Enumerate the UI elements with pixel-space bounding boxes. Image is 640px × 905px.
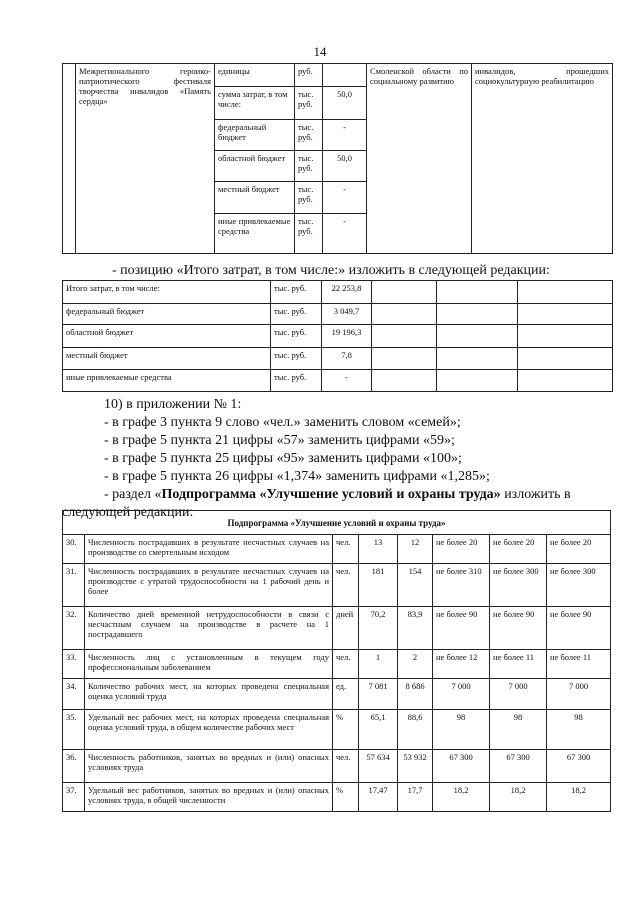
target-3: 98 [547, 710, 611, 750]
value-2: 2 [398, 650, 433, 679]
total-label: областной бюджет [63, 325, 271, 348]
target-3: не более 300 [547, 564, 611, 607]
value-2: 154 [398, 564, 433, 607]
target-2: не более 300 [490, 564, 547, 607]
page-number: 14 [313, 44, 327, 59]
row-unit: тыс. руб. [295, 120, 323, 151]
value-1: 70,2 [359, 607, 398, 650]
row-number: 37. [63, 783, 85, 812]
indicator-unit: чел. [333, 750, 359, 783]
total-value: - [322, 370, 372, 392]
target-2: 7 000 [490, 679, 547, 710]
value-1: 7 081 [359, 679, 398, 710]
target-3: 18,2 [547, 783, 611, 812]
paragraph-itogo: - позицию «Итого затрат, в том числе:» изложить в следующей редакции: [112, 263, 550, 278]
target-2: 98 [490, 710, 547, 750]
indicator-unit: % [333, 710, 359, 750]
indicator-text: Численность работников, занятых во вредных и (или) опасных условиях труда [85, 750, 333, 783]
row-number: 32. [63, 607, 85, 650]
total-unit: тыс. руб. [271, 304, 322, 325]
row-label: иные привлекаемые средства [215, 214, 295, 254]
row-number: 33. [63, 650, 85, 679]
section-title: Подпрограмма «Улучшение условий и охраны труда» [161, 487, 501, 502]
row-number: 35. [63, 710, 85, 750]
target-2: не более 20 [490, 535, 547, 564]
indicator-text: Удельный вес рабочих мест, на которых проведена специальная оценка условий труда, в общем количестве рабочих мест [85, 710, 333, 750]
indicator-text: Численность пострадавших в результате несчастных случаев на производстве с утратой трудоспособности на 1 рабочий день и более [85, 564, 333, 607]
total-label: федеральный бюджет [63, 304, 271, 325]
indicator-text: Удельный вес работников, занятых во вредных и (или) опасных условиях труда, в общей численности [85, 783, 333, 812]
total-unit: тыс. руб. [271, 281, 322, 304]
value-2: 83,9 [398, 607, 433, 650]
target-2: 67 300 [490, 750, 547, 783]
target-3: 67 300 [547, 750, 611, 783]
target-1: не более 90 [433, 607, 490, 650]
indicator-unit: чел. [333, 535, 359, 564]
target-2: 18,2 [490, 783, 547, 812]
totals-table [62, 280, 613, 392]
target-1: 7 000 [433, 679, 490, 710]
target-1: 18,2 [433, 783, 490, 812]
festival-table [62, 63, 613, 254]
row-value: 50,0 [323, 87, 367, 120]
total-value: 7,8 [322, 348, 372, 370]
row-number: 36. [63, 750, 85, 783]
target-1: не более 310 [433, 564, 490, 607]
line-item: - в графе 5 пункта 21 цифры «57» заменить цифрами «59»; [104, 433, 455, 448]
value-2: 53 932 [398, 750, 433, 783]
recipients: инвалидов, прошедших социокультурную реабилитацию [472, 64, 613, 254]
total-value: 22 253,8 [322, 281, 372, 304]
value-2: 12 [398, 535, 433, 564]
total-label: Итого затрат, в том числе: [63, 281, 271, 304]
value-1: 13 [359, 535, 398, 564]
target-2: не более 11 [490, 650, 547, 679]
line-section: - раздел «Подпрограмма «Улучшение условий и охраны труда» изложить в [104, 487, 571, 502]
line-item: - в графе 3 пункта 9 слово «чел.» заменить словом «семей»; [104, 415, 461, 430]
row-label: федеральный бюджет [215, 120, 295, 151]
line-appendix: 10) в приложении № 1: [104, 397, 242, 412]
subprogram-caption: Подпрограмма «Улучшение условий и охраны труда» [63, 511, 611, 535]
row-unit: тыс. руб. [295, 151, 323, 182]
line-item: - в графе 5 пункта 26 цифры «1,374» заменить цифрами «1,285»; [104, 469, 490, 484]
row-label: сумма затрат, в том числе: [215, 87, 295, 120]
blank-cell [63, 64, 76, 254]
value-2: 8 686 [398, 679, 433, 710]
indicator-text: Количество рабочих мест, на которых проведена специальная оценка условий труда [85, 679, 333, 710]
line-item: - в графе 5 пункта 25 цифры «95» заменить цифрами «100»; [104, 451, 462, 466]
indicator-text: Численность пострадавших в результате несчастных случаев на производстве со смертельным исходом [85, 535, 333, 564]
row-value: - [323, 214, 367, 254]
total-label: иные привлекаемые средства [63, 370, 271, 392]
target-1: не более 12 [433, 650, 490, 679]
row-value: 50,0 [323, 151, 367, 182]
row-label: областной бюджет [215, 151, 295, 182]
indicators-table [62, 510, 611, 812]
row-number: 34. [63, 679, 85, 710]
executor: Смоленской области по социальному развитию [367, 64, 472, 254]
target-3: 7 000 [547, 679, 611, 710]
row-unit: тыс. руб. [295, 214, 323, 254]
indicator-text: Количество дней временной нетрудоспособности в связи с несчастным случаем на производстве в расчете на 1 пострадавшего [85, 607, 333, 650]
indicator-unit: чел. [333, 650, 359, 679]
value-2: 88,6 [398, 710, 433, 750]
line-section-cont: следующей редакции: [62, 505, 194, 520]
row-unit: тыс. руб. [295, 182, 323, 214]
value-1: 1 [359, 650, 398, 679]
row-label: местный бюджет [215, 182, 295, 214]
indicator-unit: дней [333, 607, 359, 650]
indicator-unit: чел. [333, 564, 359, 607]
target-3: не более 11 [547, 650, 611, 679]
row-number: 30. [63, 535, 85, 564]
value-1: 57 634 [359, 750, 398, 783]
value-1: 17,47 [359, 783, 398, 812]
target-3: не более 20 [547, 535, 611, 564]
indicator-unit: % [333, 783, 359, 812]
target-3: не более 90 [547, 607, 611, 650]
indicator-unit: ед. [333, 679, 359, 710]
total-unit: тыс. руб. [271, 325, 322, 348]
target-1: не более 20 [433, 535, 490, 564]
value-1: 181 [359, 564, 398, 607]
target-1: 98 [433, 710, 490, 750]
row-number: 31. [63, 564, 85, 607]
target-2: не более 90 [490, 607, 547, 650]
value-1: 65,1 [359, 710, 398, 750]
row-unit: тыс. руб. [295, 87, 323, 120]
unit-row-value [323, 64, 367, 87]
unit-row-label: единицы [215, 64, 295, 87]
unit-row-unit: руб. [295, 64, 323, 87]
row-value: - [323, 182, 367, 214]
total-value: 3 049,7 [322, 304, 372, 325]
total-value: 19 196,3 [322, 325, 372, 348]
value-2: 17,7 [398, 783, 433, 812]
total-unit: тыс. руб. [271, 348, 322, 370]
indicator-text: Численность лиц с установленным в текущем году профессиональным заболеванием [85, 650, 333, 679]
total-unit: тыс. руб. [271, 370, 322, 392]
festival-name: Межрегионального героико-патриотического фестиваля творчества инвалидов «Память сердца» [76, 64, 215, 254]
row-value: - [323, 120, 367, 151]
total-label: местный бюджет [63, 348, 271, 370]
target-1: 67 300 [433, 750, 490, 783]
